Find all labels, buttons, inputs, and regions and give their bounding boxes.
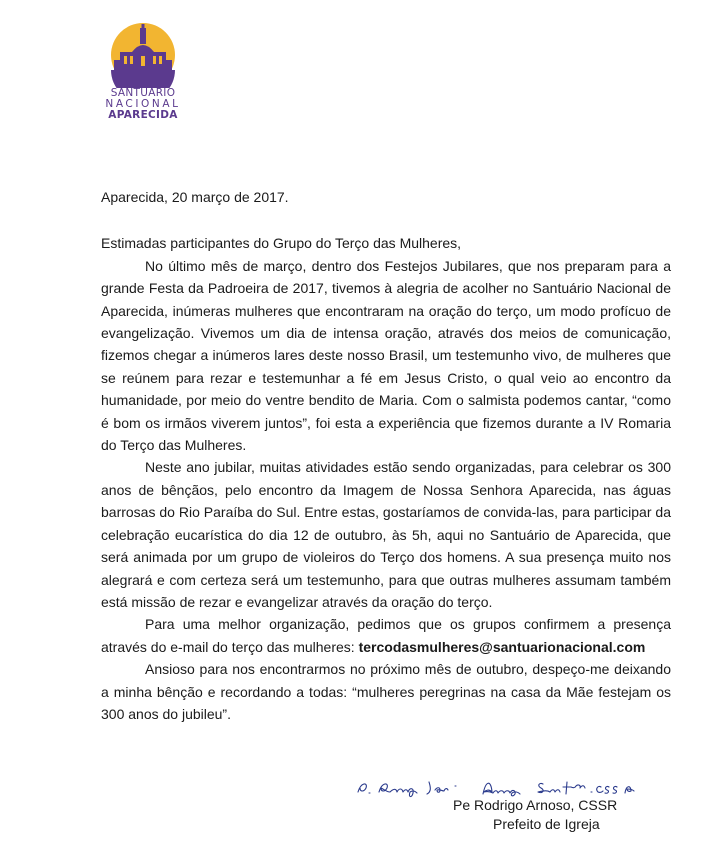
- paragraph-1: No último mês de março, dentro dos Festejos Jubilares, que nos preparam para a grande Festa da Padroeira de 2017, tivemos à alegria de acolher no Santuário Nacional de Aparecida, inúmeras mulheres que encontraram na oração do terço, um modo profícuo de evangelização. Vivemos um dia de intensa oração, através dos meios de comunicação, fizemos chegar a inúmeros lares deste nosso Brasil, um testemunho vivo, de mulheres que se reúnem para rezar e testemunhar a fé em Jesus Cristo, o qual veio ao encontro da humanidade, por meio do ventre bendito de Maria. Com o salmista podemos cantar, “como é bom os irmãos viverem juntos”, foi esta a experiência que fizemos durante a IV Romaria do Terço das Mulheres.: [101, 257, 671, 454]
- paragraph-4: Ansioso para nos encontrarmos no próximo mês de outubro, despeço-me deixando a minha bênção e recordando a todas: “mulheres peregrinas na casa da Mãe festejam os 300 anos do jubileu”.: [101, 661, 671, 722]
- logo-line-1: SANTUÁRIO: [110, 87, 176, 99]
- contact-email: tercodasmulheres@santuarionacional.com: [358, 638, 646, 655]
- letter-date: Aparecida, 20 março de 2017.: [101, 189, 289, 205]
- handwritten-signature: [355, 776, 685, 798]
- paragraph-2: Neste ano jubilar, muitas atividades estão sendo organizadas, para celebrar os 300 anos de bênçãos, pelo encontro da Imagem de Nossa Senhora Aparecida, nas águas barrosas do Rio Paraíba do Sul. Entre estas, gostaríamos de convida-las, para participar da celebração eucarística do dia 12 de outubro, às 5h, aqui no Santuário de Aparecida, que será animada por um grupo de violeiros do Terço dos homens. A sua presença muito nos alegrará e com certeza será um testemunho, para que outras mulheres assumam também está missão de rezar e evangelizar através da oração do terço.: [101, 459, 671, 610]
- logo-line-2: NACIONAL: [105, 98, 181, 110]
- letter-greeting: Estimadas participantes do Grupo do Terço das Mulheres,: [101, 235, 462, 252]
- sanctuary-logo: [103, 22, 183, 121]
- basilica-sun-icon: [110, 22, 176, 88]
- letter-body: [101, 186, 671, 725]
- logo-line-3: APARECIDA: [108, 109, 178, 121]
- paragraph-3-text: Para uma melhor organização, pedimos que os grupos confirmem a presença através do e-mail do terço das mulheres:: [101, 616, 671, 655]
- signatory-role: Prefeito de Igreja: [493, 816, 600, 832]
- paragraph-3: [101, 613, 671, 658]
- signatory-name: Pe Rodrigo Arnoso, CSSR: [453, 797, 618, 813]
